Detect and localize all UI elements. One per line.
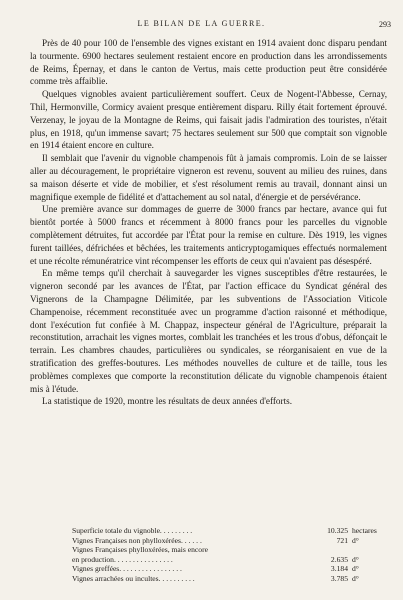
stat-row: [72, 555, 388, 565]
stat-value: 3.184: [330, 564, 348, 574]
paragraph: Il semblait que l'avenir du vignoble champenois fût à jamais compromis. Loin de se laisser aller au découragement, le propriétaire vigneron est revenu, souvent au milieu des ruines, dans sa maison déserte et vide de mobilier, et s'est résolument remis au travail, donnant ainsi un magnifique exemple de fidélité et d'attachement au sol natal, d'énergie et de persévérance.: [30, 153, 387, 202]
stat-label: Vignes arrachées ou incultes. . . . . . . . . .: [72, 573, 195, 583]
stat-value: 10.325: [327, 526, 348, 535]
stat-unit: hectares: [352, 526, 377, 535]
stat-label: Superficie totale du vignoble. . . . . . . . .: [72, 526, 193, 535]
stat-unit: d°: [352, 564, 359, 574]
body-text: [30, 37, 387, 408]
stat-row: [72, 545, 388, 555]
paragraph: En même temps qu'il cherchait à sauvegarder les vignes susceptibles d'être restaurées, le vigneron secondé par les avances de l'État, par l'action efficace du Syndicat général des Vignerons de la Champagne Délimitée, par les subventions de l'Association Viticole Champenoise, récemment reconstituée avec un programme d'action raisonné et méthodique, dont l'exécution fut confiée à M. Chappaz, inspecteur général de l'Agriculture, préparait la reconstitution, arrachait les vignes mortes, comblait les tranchées et les trous d'obus, défonçait le terrain. Les chambres chaudes, particulières ou syndicales, se réorganisaient en vue de la stratification des greffes-boutures. Les méthodes nouvelles de culture et de taille, tous les problèmes complexes que comporte la reconstitution délicate du vignoble champenois étaient mis à l'étude.: [30, 268, 387, 394]
stat-label: Vignes Françaises phylloxérées, mais encore: [72, 545, 208, 555]
paragraph: Quelques vignobles avaient particulièrement souffert. Ceux de Nogent-l'Abbesse, Cernay, Thil, Hermonville, Cormicy avaient presque entièrement disparu. Rilly était fortement éprouvé. Verzenay, le joyau de la Montagne de Reims, qui faisait jadis l'admiration des touristes, n'était plus, en 1918, qu'un immense savart; 75 hectares seulement sur 500 que comptait son vignoble en 1914 étaient encore en culture.: [30, 89, 387, 151]
stat-row: [72, 574, 388, 584]
paragraph: Près de 40 pour 100 de l'ensemble des vignes existant en 1914 avaient donc disparu pendant la tourmente. 6900 hectares seulement restaient encore en production dans les arrondissements de Reims, Épernay, et dans le canton de Vertus, mais cette production peut être considérée comme très affaiblie.: [30, 38, 387, 87]
stat-value: 721: [336, 535, 348, 545]
statistics-table: [72, 526, 388, 584]
stat-value: 3.785: [330, 573, 348, 583]
stat-unit: d°: [352, 573, 359, 583]
stat-row: [72, 526, 388, 536]
stat-label: Vignes greffées. . . . . . . . . . . . . . . . .: [72, 564, 182, 574]
stat-label: Vignes Françaises non phylloxérées. . . . . .: [72, 535, 202, 545]
stat-unit: d°: [352, 554, 359, 564]
running-title: LE BILAN DE LA GUERRE.: [137, 19, 266, 28]
paragraph: La statistique de 1920, montre les résultats de deux années d'efforts.: [42, 396, 292, 407]
stat-row: [72, 564, 388, 574]
stat-label: en production. . . . . . . . . . . . . . . .: [72, 554, 173, 564]
stat-row: [72, 536, 388, 546]
stat-unit: d°: [352, 535, 359, 545]
page-number: 293: [379, 20, 391, 29]
paragraph: Une première avance sur dommages de guerre de 3000 francs par hectare, avance qui fut bientôt portée à 5000 francs et récemment à 8000 francs pour les parcelles du vignoble complètement détruites, fut accordée par l'État pour la remise en culture. Dès 1919, les vignes furent taillées, défrichées et bêchées, les traitements anticryptogamiques effectués normalement et une récolte rémunératrice vint récompenser les efforts de ceux qui n'avaient pas désespéré.: [30, 204, 387, 266]
stat-value: 2.635: [330, 554, 348, 564]
